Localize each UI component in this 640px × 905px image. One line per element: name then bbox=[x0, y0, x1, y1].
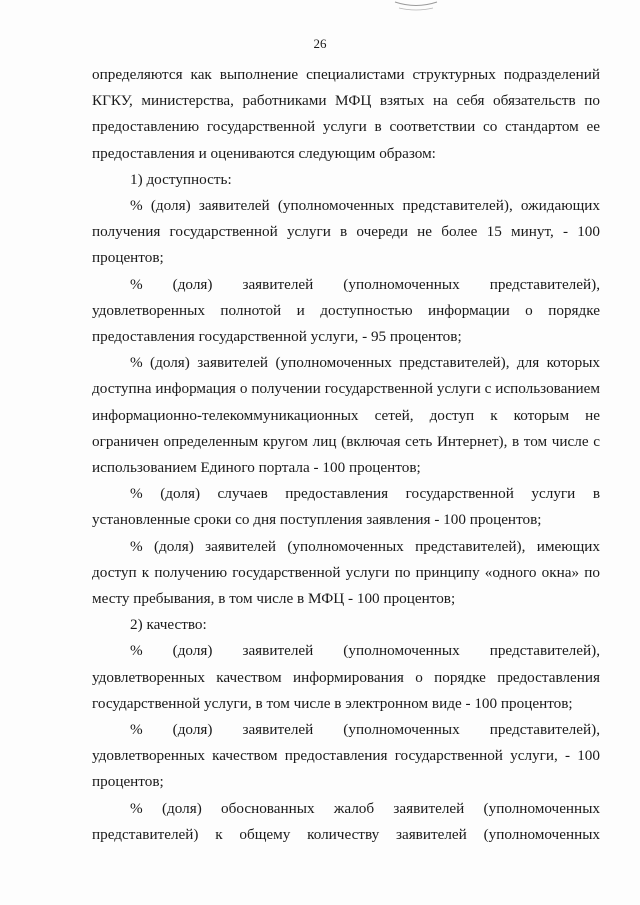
body-text bbox=[92, 62, 600, 848]
heading-accessibility: 1) доступность: bbox=[130, 170, 232, 188]
paragraph-information-completeness: % (доля) заявителей (уполномоченных представителей), удовлетворенных полнотой и доступностью информации о порядке предоставления государственной услуги, - 95 процентов; bbox=[92, 275, 600, 346]
heading-quality: 2) качество: bbox=[130, 616, 207, 634]
paragraph-deadlines: % (доля) случаев предоставления государственной услуги в установленные сроки со дня поступления заявления - 100 процентов; bbox=[92, 485, 600, 529]
paragraph-intro-continuation: определяются как выполнение специалистами структурных подразделений КГКУ, министерства, работниками МФЦ взятых на себя обязательств по предоставлению государственной услуги в соответствии со стандартом ее предоставления и оцениваются следующим образом: bbox=[92, 66, 600, 162]
scan-artifact-mark bbox=[393, 0, 439, 14]
paragraph-one-window: % (доля) заявителей (уполномоченных представителей), имеющих доступ к получению государственной услуги по принципу «одного окна» по месту пребывания, в том числе в МФЦ - 100 процентов; bbox=[92, 537, 600, 608]
paragraph-online-availability: % (доля) заявителей (уполномоченных представителей), для которых доступна информация о получении государственной услуги с использованием информационно-телекоммуникационных сетей, доступ к которым не ограничен определенным кругом лиц (включая сеть Интернет), в том числе с использованием Единого портала - 100 процентов; bbox=[92, 354, 600, 477]
paragraph-complaints: % (доля) обоснованных жалоб заявителей (уполномоченных представителей) к общему количеству заявителей (уполномоченных bbox=[92, 799, 600, 843]
page-number: 26 bbox=[313, 36, 327, 51]
paragraph-service-quality: % (доля) заявителей (уполномоченных представителей), удовлетворенных качеством предоставления государственной услуги, - 100 процентов; bbox=[92, 721, 600, 791]
paragraph-informing-quality: % (доля) заявителей (уполномоченных представителей), удовлетворенных качеством информирования о порядке предоставления государственной услуги, в том числе в электронном виде - 100 процентов; bbox=[92, 642, 600, 712]
paragraph-queue-waiting: % (доля) заявителей (уполномоченных представителей), ожидающих получения государственной услуги в очереди не более 15 минут, - 100 процентов; bbox=[92, 197, 600, 267]
